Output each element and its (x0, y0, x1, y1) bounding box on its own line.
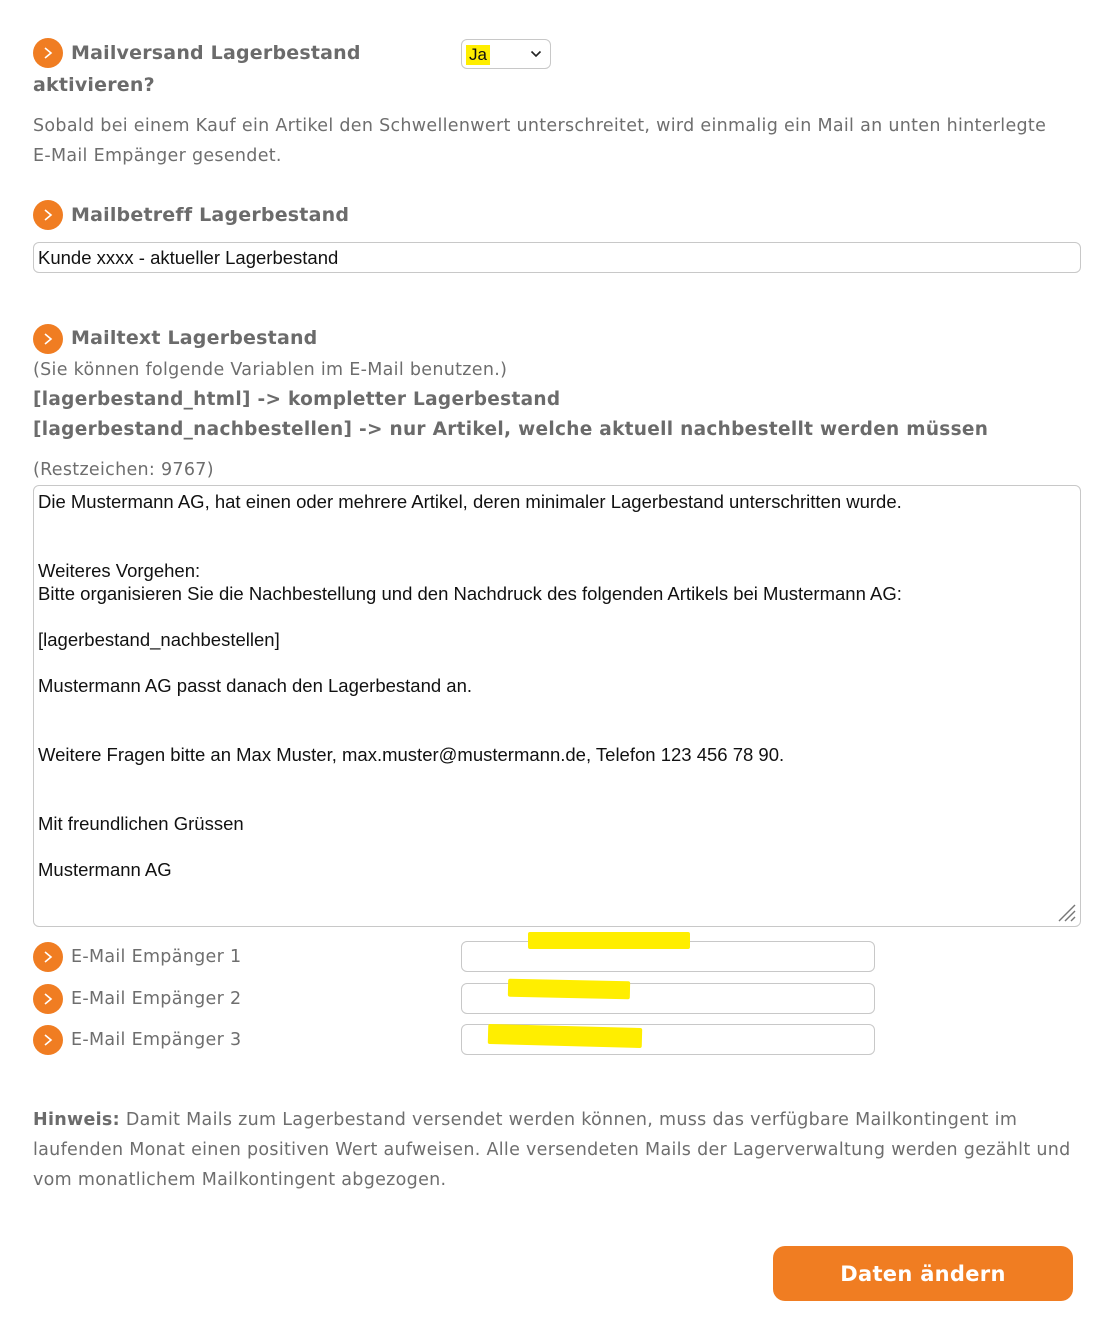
mailtext-hint: (Sie können folgende Variablen im E-Mail benutzen.) (33, 360, 508, 380)
chevron-down-icon (530, 49, 542, 59)
mailversand-label: Mailversand Lagerbestand (71, 42, 361, 64)
hinweis-note (33, 1105, 1073, 1195)
mailversand-description: Sobald bei einem Kauf ein Artikel den Schwellenwert unterschreitet, wird einmalig ein Mail an unten hinterlegte (33, 116, 1047, 136)
chevron-right-icon (33, 324, 63, 354)
mailversand-select-value: Ja (466, 45, 490, 65)
mailbetreff-label: Mailbetreff Lagerbestand (71, 204, 350, 226)
redaction-highlight (528, 932, 690, 949)
mailtext-textarea[interactable]: Die Mustermann AG, hat einen oder mehrere Artikel, deren minimaler Lagerbestand unterschritten wurde. Weiteres Vorgehen: Bitte organisieren Sie die Nachbestellung und den Nachdruck des folgenden Artikels bei Mustermann AG: [lagerbestand_nachbestellen] Mustermann AG passt danach den Lagerbestand an. Weitere Fragen bitte an Max Muster, max.muster@mustermann.de, Telefon 123 456 78 90. Mit freundlichen Grüssen Mustermann AG (33, 485, 1081, 927)
redaction-highlight (508, 979, 630, 1000)
mailtext-label: Mailtext Lagerbestand (71, 327, 318, 349)
variable-lagerbestand-nachbestellen: [lagerbestand_nachbestellen] -> nur Artikel, welche aktuell nachbestellt werden müssen (33, 419, 989, 440)
recipient-3-label: E-Mail Empänger 3 (71, 1030, 242, 1050)
chevron-right-icon (33, 200, 63, 230)
chevron-right-icon (33, 38, 63, 68)
mailversand-description-line2: E-Mail Empänger gesendet. (33, 146, 282, 166)
remaining-characters: (Restzeichen: 9767) (33, 460, 214, 480)
chevron-right-icon (33, 984, 63, 1014)
chevron-right-icon (33, 1025, 63, 1055)
resize-handle-icon[interactable] (1057, 903, 1077, 923)
chevron-right-icon (33, 942, 63, 972)
mailbetreff-input[interactable] (33, 242, 1081, 273)
submit-button[interactable]: Daten ändern (773, 1246, 1073, 1301)
variable-lagerbestand-html: [lagerbestand_html] -> kompletter Lagerbestand (33, 389, 561, 410)
redaction-highlight (488, 1024, 642, 1048)
mailversand-select[interactable] (461, 39, 551, 69)
hinweis-text: Damit Mails zum Lagerbestand versendet werden können, muss das verfügbare Mailkontingent im laufenden Monat einen positiven Wert aufweisen. Alle versendeten Mails der Lagerverwaltung werden gezählt und vom monatlichem Mailkontingent abgezogen. (33, 1110, 1071, 1190)
mailversand-label-line2: aktivieren? (33, 74, 155, 96)
recipient-2-label: E-Mail Empänger 2 (71, 989, 242, 1009)
hinweis-label: Hinweis: (33, 1110, 120, 1130)
recipient-1-label: E-Mail Empänger 1 (71, 947, 242, 967)
